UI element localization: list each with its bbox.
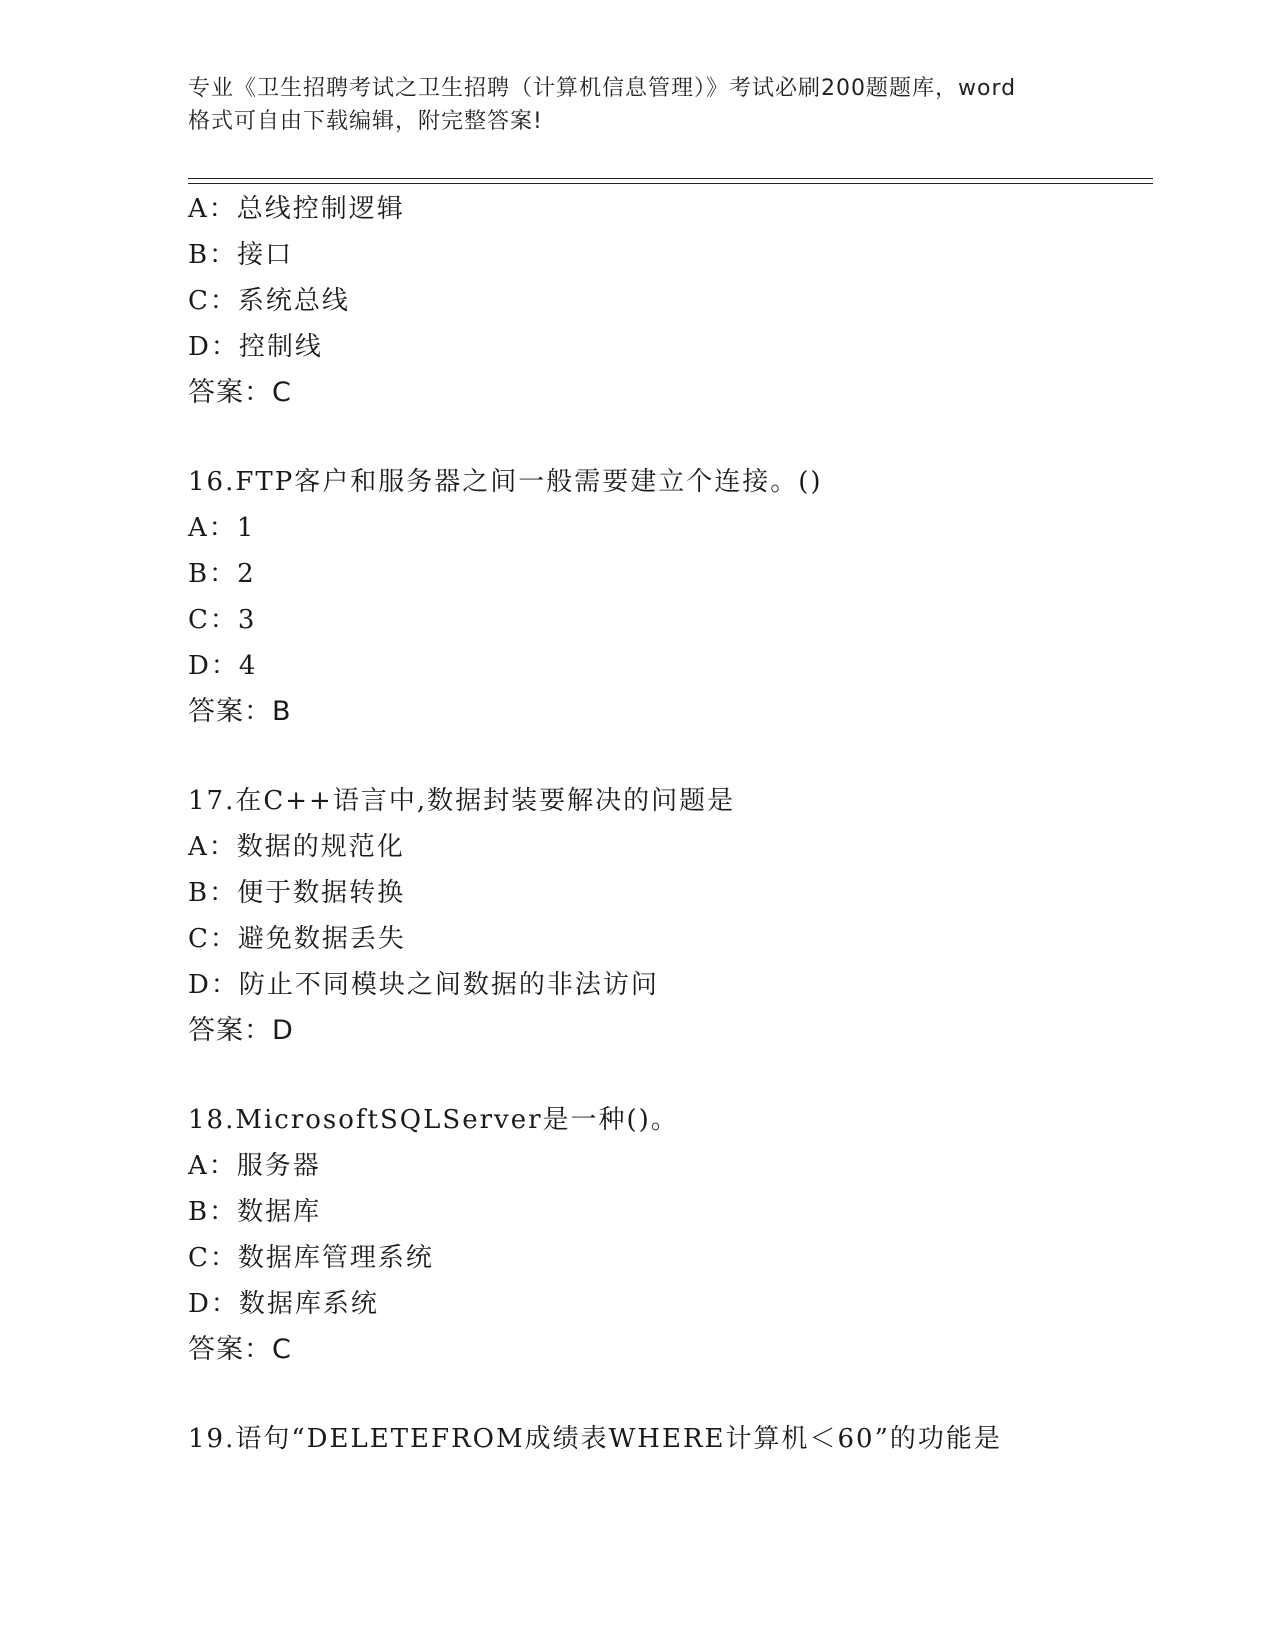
question-spacer	[188, 735, 1148, 778]
option-a: A：1	[188, 513, 256, 543]
option-d: D：控制线	[188, 332, 323, 362]
option-c: C：避免数据丢失	[188, 924, 406, 954]
question-block-19	[188, 1416, 1148, 1462]
question-text: 19.语句“DELETEFROM成绩表WHERE计算机＜60”的功能是	[188, 1424, 1002, 1454]
option-a: A：服务器	[188, 1151, 321, 1181]
question-spacer	[188, 1054, 1148, 1097]
question-block-15	[188, 186, 1148, 416]
option-a: A：总线控制逻辑	[188, 194, 405, 224]
question-text: 16.FTP客户和服务器之间一般需要建立个连接。()	[188, 467, 823, 497]
option-b: B：数据库	[188, 1197, 322, 1227]
option-b: B：便于数据转换	[188, 878, 406, 908]
question-block-17	[188, 778, 1148, 1054]
question-spacer	[188, 416, 1148, 459]
option-d: D：4	[188, 651, 258, 681]
option-a: A：数据的规范化	[188, 832, 405, 862]
answer-label: 答案：D	[188, 1015, 294, 1046]
option-d: D：数据库系统	[188, 1289, 379, 1319]
question-text: 18.MicrosoftSQLServer是一种()。	[188, 1105, 679, 1135]
question-text: 17.在C++语言中,数据封装要解决的问题是	[188, 786, 736, 816]
answer-label: 答案：C	[188, 1334, 292, 1365]
option-c: C：3	[188, 605, 257, 635]
header-divider-bottom	[188, 183, 1153, 184]
header-divider-top	[188, 178, 1153, 179]
option-c: C：系统总线	[188, 286, 350, 316]
document-header	[188, 72, 1088, 138]
answer-label: 答案：C	[188, 377, 292, 408]
option-b: B：2	[188, 559, 256, 589]
option-b: B：接口	[188, 240, 294, 270]
question-list	[188, 186, 1148, 1462]
header-line-2: 格式可自由下载编辑，附完整答案!	[188, 109, 543, 134]
header-line-1: 专业《卫生招聘考试之卫生招聘（计算机信息管理）》考试必刷200题题库，word	[188, 76, 1017, 101]
question-block-18	[188, 1097, 1148, 1373]
option-d: D：防止不同模块之间数据的非法访问	[188, 970, 659, 1000]
question-block-16	[188, 459, 1148, 735]
option-c: C：数据库管理系统	[188, 1243, 434, 1273]
answer-label: 答案：B	[188, 696, 292, 727]
question-spacer	[188, 1373, 1148, 1416]
